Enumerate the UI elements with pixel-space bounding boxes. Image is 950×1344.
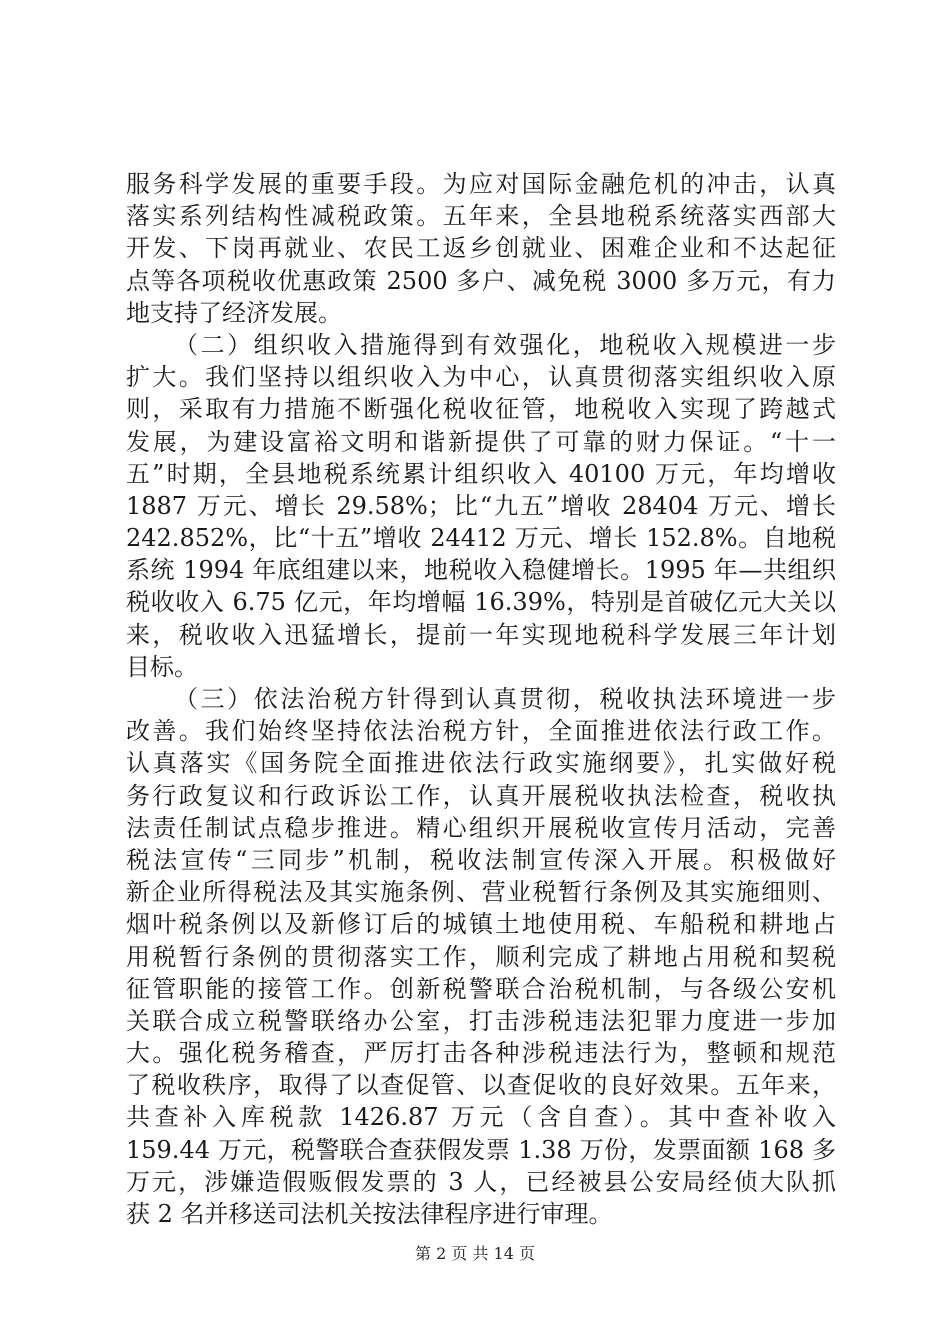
text-line: 扩大。我们坚持以组织收入为中心，认真贯彻落实组织收入原 [126, 363, 836, 392]
text-line: （三）依法治税方针得到认真贯彻，税收执法环境进一步 [174, 685, 836, 713]
text-line: 税收收入 6.75 亿元，年均增幅 16.39%，特别是首破亿元大关以 [126, 588, 836, 617]
text-line: （二）组织收入措施得到有效强化，地税收入规模进一步 [174, 330, 836, 359]
text-line: 开发、下岗再就业、农民工返乡创就业、困难企业和不达起征 [126, 234, 836, 263]
text-line: 征管职能的接管工作。创新税警联合治税机制，与各级公安机 [126, 974, 836, 1003]
text-line: 万元，涉嫌造假贩假发票的 3 人，已经被县公安局经侦大队抓 [126, 1167, 836, 1196]
text-line: 159.44 万元，税警联合查获假发票 1.38 万份，发票面额 168 多 [126, 1135, 836, 1164]
text-line: 1887 万元、增长 29.58%；比“九五”增收 28404 万元、增长 [126, 491, 836, 520]
text-line: 关联合成立税警联络办公室，打击涉税违法犯罪力度进一步加 [126, 1006, 836, 1035]
text-line: 则，采取有力措施不断强化税收征管，地税收入实现了跨越式 [126, 395, 836, 424]
text-line: 烟叶税条例以及新修订后的城镇土地使用税、车船税和耕地占 [126, 910, 836, 939]
text-line: 改善。我们始终坚持依法治税方针，全面推进依法行政工作。 [126, 717, 836, 746]
text-line: 务行政复议和行政诉讼工作，认真开展税收执法检查，税收执 [126, 781, 836, 810]
text-line: 法责任制试点稳步推进。精心组织开展税收宣传月活动，完善 [126, 813, 836, 842]
text-line: 用税暂行条例的贯彻落实工作，顺利完成了耕地占用税和契税 [126, 942, 836, 971]
text-line: 获 2 名并移送司法机关按法律程序进行审理。 [126, 1200, 613, 1228]
text-line: 目标。 [126, 652, 198, 681]
text-line: 服务科学发展的重要手段。为应对国际金融危机的冲击，认真 [126, 170, 836, 198]
text-line: 来，税收收入迅猛增长，提前一年实现地税科学发展三年计划 [126, 620, 836, 649]
text-line: 税法宣传“三同步”机制，税收法制宣传深入开展。积极做好 [126, 845, 836, 874]
text-line: 落实系列结构性减税政策。五年来，全县地税系统落实西部大 [126, 202, 836, 231]
text-line: 五”时期，全县地税系统累计组织收入 40100 万元，年均增收 [126, 459, 836, 488]
text-line: 新企业所得税法及其实施条例、营业税暂行条例及其实施细则、 [126, 878, 836, 907]
text-line: 发展，为建设富裕文明和谐新提供了可靠的财力保证。“十一 [126, 427, 836, 456]
text-line: 242.852%，比“十五”增收 24412 万元、增长 152.8%。自地税 [126, 524, 836, 553]
text-line: 点等各项税收优惠政策 2500 多户、减免税 3000 多万元，有力 [126, 266, 836, 295]
text-line: 了税收秩序，取得了以查促管、以查促收的良好效果。五年来， [126, 1071, 836, 1100]
text-line: 大。强化税务稽查，严厉打击各种涉税违法行为，整顿和规范 [126, 1039, 836, 1068]
page-number-footer: 第 2 页 共 14 页 [415, 1244, 535, 1263]
body-text [126, 168, 836, 1230]
text-line: 认真落实《国务院全面推进依法行政实施纲要》，扎实做好税 [126, 749, 836, 778]
text-line: 共查补入库税款 1426.87 万元（含自查）。其中查补收入 [126, 1103, 836, 1132]
text-line: 系统 1994 年底组建以来，地税收入稳健增长。1995 年—共组织 [126, 556, 836, 585]
text-line: 地支持了经济发展。 [126, 298, 342, 327]
